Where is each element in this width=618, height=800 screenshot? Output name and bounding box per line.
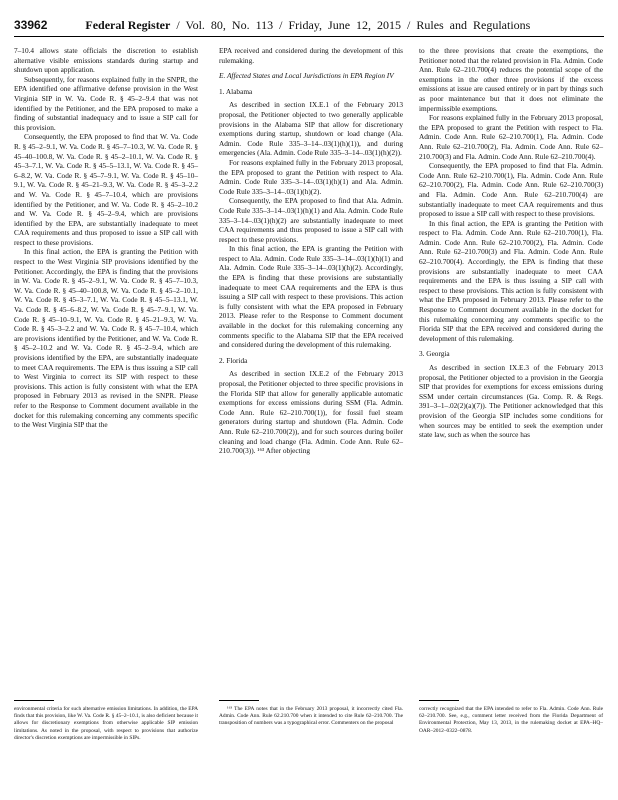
column-1 — [14, 46, 198, 430]
paragraph: For reasons explained fully in the February 2013 proposal, the EPA proposed to grant the Petition with respect to Fla. Admin. Code Ann. Rule 62–210.700(1), Fla. Admin. Code Ann. Rule 62–210.700(2), Fla. Admin. Code Ann. Rule 62–210.700(3) and Fla. Admin. Code Ann. Rule 62–210.700(4). — [419, 113, 603, 161]
paragraph: EPA received and considered during the development of this rulemaking. — [219, 46, 403, 65]
paragraph: As described in section IX.E.3 of the February 2013 proposal, the Petitioner objected to a provision in the Georgia SIP that provides for exemptions for excess emissions during SSM under certain circumstances (Ga. Comp. R. & Regs. 391–3–1–.02(2)(a)(7)). The Petitioner acknowledged that this provision of the Georgia SIP includes some conditions for when sources may be entitled to seek the exemption under state law, such as when the source has — [419, 363, 603, 440]
paragraph: As described in section IX.E.2 of the February 2013 proposal, the Petitioner objected to three specific provisions in the Florida SIP that allow for generally applicable automatic exemptions for excess emissions during SSM (Fla. Admin. Code Ann. Rule 62–210.700(1)), for fossil fuel steam generators during startup and shutdown (Fla. Admin. Code Ann. Rule 62–210.700(2)), and for such sources during boiler cleaning and load change (Fla. Admin. Code Ann. Rule 62–210.700(3)). ¹⁶³ After objecting — [219, 369, 403, 456]
footnote-rule — [419, 700, 459, 701]
paragraph: Consequently, the EPA proposed to find that Fla. Admin. Code Ann. Rule 62–210.700(1), Fla. Admin. Code Ann. Rule 62–210.700(2), Fla. Admin. Code Ann. Rule 62–210.700(3) and Fla. Admin. Code Ann. Rule 62–210.700(4) are substantially inadequate to meet CAA requirements and thus proposed to issue a SIP call with respect to these provisions. — [419, 161, 603, 219]
column-3 — [419, 46, 603, 440]
subsection-heading-georgia: 3. Georgia — [419, 349, 450, 359]
paragraph: Subsequently, for reasons explained fully in the SNPR, the EPA identified one affirmative defense provision in the West Virginia SIP in W. Va. Code R. § 45–2–9.4 that was not identified by the Petitioner, and the EPA proposed to make a finding of substantial inadequacy and to issue a SIP call for this provision. — [14, 74, 198, 132]
paragraph: In this final action, the EPA is granting the Petition with respect to the West Virginia SIP provisions identified by the Petitioner. Accordingly, the EPA is finding that the provisions in W. Va. Code R. § 45–2–9.1, W. Va. Code R. § 45–7–10.3, W. Va. Code R. § 45–40–100.8, W. Va. Code R. § 45–2–10.1, W. Va. Code R. § 45–3–7.1, W. Va. Code R. § 45–5–13.1, W. Va. Code R. § 45–6–8.2, W. Va. Code R. § 45–7–9.1, W. Va. Code R. § 45–10–9.1, W. Va. Code R. § 45–21–9.3, W. Va. Code R. § 45–3–2.2 and W. Va. Code R. § 45–7–10.4, which are provisions identified by the Petitioner, and W. Va. Code R. § 45–2–10.2 and W. Va. Code R. § 45–2–9.4, which are provisions identified by the EPA, are substantially inadequate to meet CAA requirements. The EPA is thus issuing a SIP call to West Virginia to correct its SIP with respect to these provisions. This action is fully consistent with what the EPA proposed in February 2013 as revised in the SNPR. Please refer to the Response to Comment document available in the docket for this rulemaking concerning any comments specific to the West Virginia SIP that the — [14, 247, 198, 430]
subsection-heading-florida: 2. Florida — [219, 355, 248, 365]
header-rule — [14, 36, 604, 37]
footnote-rule — [14, 700, 54, 701]
subsection-heading-alabama: 1. Alabama — [219, 86, 253, 96]
issue-details: / Vol. 80, No. 113 / Friday, June 12, 2015 / Rules and Regulations — [176, 18, 531, 32]
paragraph: In this final action, the EPA is granting the Petition with respect to Ala. Admin. Code Rule 335–3–14–.03(1)(h)(1) and Ala. Admin. Code Rule 335–3–14–.03(1)(h)(2). Accordingly, the EPA is finding that these provisions are substantially inadequate to meet CAA requirements and the EPA is thus issuing a SIP call with respect to these provisions. This action is fully consistent with what the EPA proposed in February 2013. Please refer to the Response to Comment document available in the docket for this rulemaking concerning any comments specific to the Alabama SIP that the EPA received and considered during the development of this rulemaking. — [219, 244, 403, 350]
footnote-rule — [219, 700, 259, 701]
paragraph: In this final action, the EPA is granting the Petition with respect to Fla. Admin. Code Ann. Rule 62–210.700(1), Fla. Admin. Code Ann. Rule 62–210.700(2), Fla. Admin. Code Ann. Rule 62–210.700(3) and Fla. Admin. Code Ann. Rule 62–210.700(4). Accordingly, the EPA is finding that these provisions are substantially inadequate to meet CAA requirements and the EPA is thus issuing a SIP call with respect to these provisions. This action is fully consistent with what the EPA proposed in February 2013. Please refer to the Response to Comment document available in the docket for this rulemaking concerning any comments specific to the Florida SIP that the EPA received and considered during the development of this rulemaking. — [419, 218, 603, 343]
page-number: 33962 — [14, 18, 48, 32]
column-2 — [219, 46, 403, 456]
section-heading: E. Affected States and Local Jurisdictions in EPA Region IV — [219, 71, 394, 81]
footnote-text: environmental criteria for such alternative emission limitations. In addition, the EPA finds that this provision, like W. Va. Code R. § 45–2–10.1, is also deficient because it allows for discretionary exemptions from otherwise applicable SIP emission limitations. As noted in the proposal, with respect to provisions that authorize director's discretion exemptions are impermissible in SIPs. — [14, 706, 198, 741]
footnote-text: ¹⁶³ The EPA notes that in the February 2013 proposal, it incorrectly cited Fla. Admin. Code Ann. Rule 62.210.700 when it intended to cite Rule 62–210.700. The transposition of numbers was a typographical error. Commenters on the proposal — [219, 706, 403, 727]
paragraph: 7–10.4 allows state officials the discretion to establish alternative visible emissions standards during startup and shutdown upon application. — [14, 46, 198, 75]
footnote-column-1 — [14, 706, 198, 742]
footnote-column-2 — [219, 706, 403, 728]
paragraph: to the three provisions that create the exemptions, the Petitioner noted that the related provision in Fla. Admin. Code Ann. Rule 62–210.700(4) reduces the potential scope of the exemptions in the other three provisions if the excess emissions at issue are caused entirely or in part by things such as poor maintenance but that it does not eliminate the impermissible exemptions. — [419, 46, 603, 113]
footnote-column-3 — [419, 706, 603, 735]
page-header — [14, 18, 604, 34]
paragraph: As described in section IX.E.1 of the February 2013 proposal, the Petitioner objected to two generally applicable provisions in the Alabama SIP that allow for discretionary exemptions during startup, shutdown or load change (Ala. Admin. Code Rule 335–3–14–.03(1)(h)(1)), and during emergencies (Ala. Admin. Code Rule 335–3–14–.03(1)(h)(2)). — [219, 100, 403, 158]
footnote-text: correctly recognized that the EPA intended to refer to Fla. Admin. Code Ann. Rule 62–210.700. See, e.g., comment letter received from the Florida Department of Environmental Protection, May 13, 2013, in the rulemaking docket at EPA–HQ–OAR–2012–0322–0878. — [419, 706, 603, 734]
publication-title: Federal Register — [85, 18, 171, 32]
paragraph: Consequently, the EPA proposed to find that W. Va. Code R. § 45–2–9.1, W. Va. Code R. § 45–7–10.3, W. Va. Code R. § 45–40–100.8, W. Va. Code R. § 45–2–10.1, W. Va. Code R. § 45–3–7.1, W. Va. Code R. § 45–5–13.1, W. Va. Code R. § 45–6–8.2, W. Va. Code R. § 45–7–9.1, W. Va. Code R. § 45–10–9.1, W. Va. Code R. § 45–21–9.3, W. Va. Code R. § 45–3–2.2 and W. Va. Code R. § 45–7–10.4, which are provisions identified by the Petitioner, and W. Va. Code R. § 45–2–10.2 and W. Va. Code R. § 45–2–9.4, which are provisions identified by the EPA, are substantially inadequate to meet CAA requirements and thus proposed to issue a SIP call with respect to these provisions. — [14, 132, 198, 247]
paragraph: Consequently, the EPA proposed to find that Ala. Admin. Code Rule 335–3–14–.03(1)(h)(1) and Ala. Admin. Code Rule 335–3–14–.03(1)(h)(2) are substantially inadequate to meet CAA requirements and thus proposed to issue a SIP call with respect to these provisions. — [219, 196, 403, 244]
paragraph: For reasons explained fully in the February 2013 proposal, the EPA proposed to grant the Petition with respect to Ala. Admin. Code Rule 335–3–14–.03(1)(h)(1) and Ala. Admin. Code Rule 335–3–14–.03(1)(h)(2). — [219, 157, 403, 196]
